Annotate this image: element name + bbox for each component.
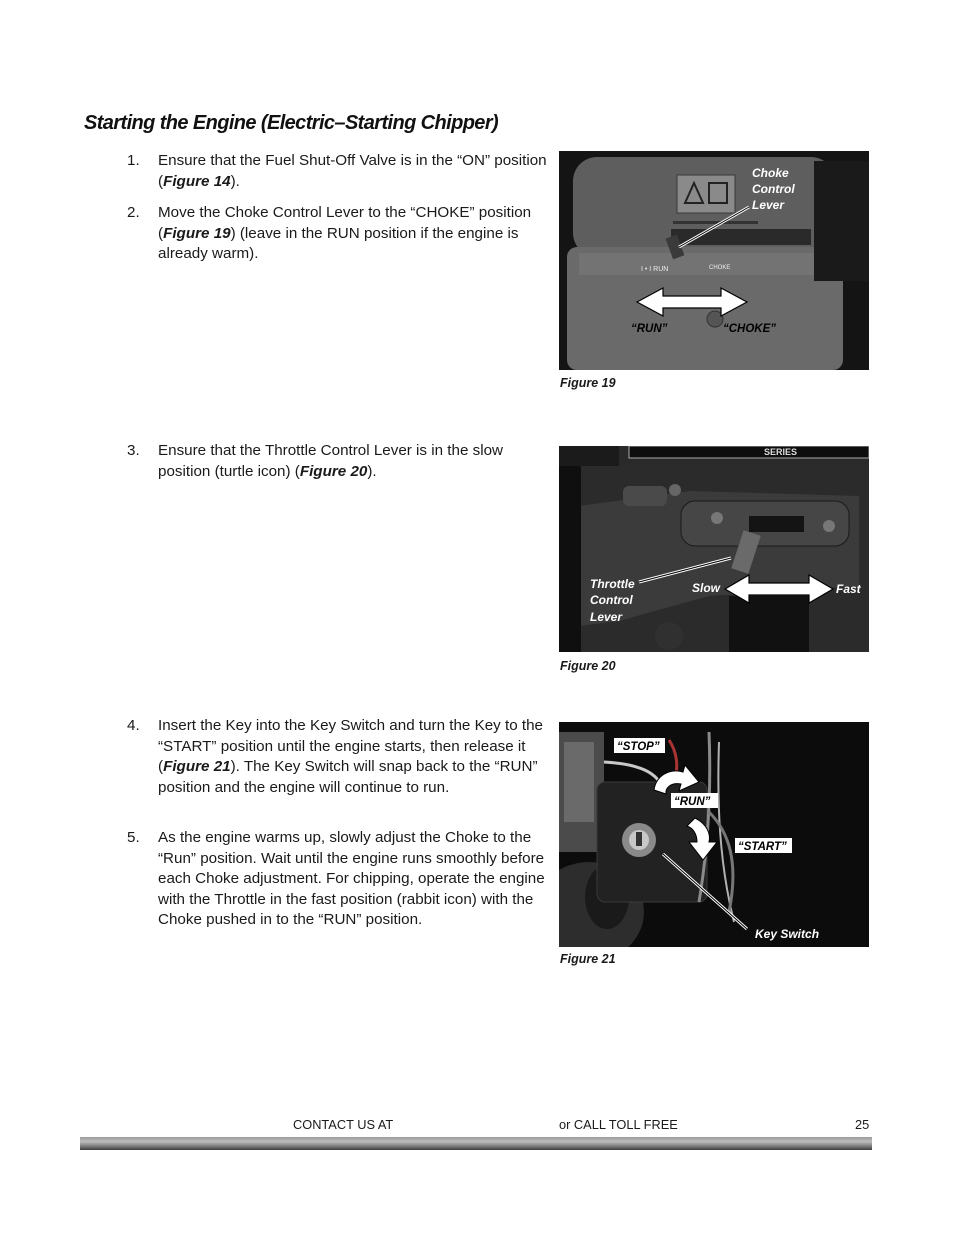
throttle-lever-label: Throttle	[590, 577, 635, 591]
choke-lever-label: Control	[752, 182, 795, 196]
footer-contact: CONTACT US AT	[293, 1117, 394, 1132]
engine-brand-label: SERIES	[764, 447, 798, 457]
step-number: 4.	[127, 717, 140, 734]
page-title: Starting the Engine (Electric–Starting Chipper)	[84, 112, 499, 134]
key-switch-label: Key Switch	[755, 927, 820, 941]
footer-rule	[80, 1137, 872, 1150]
step-number: 5.	[127, 829, 140, 846]
step-text: As the engine warms up, slowly adjust the Choke to the “Run” position. Wait until the engine runs smoothly before each Choke adjustment. For chipping, operate the engine with the Throttle in the fast position (rabbit icon) with the Choke pushed in to the “RUN” position.	[158, 829, 545, 928]
step-5	[127, 828, 547, 931]
page-number: 25	[855, 1117, 870, 1132]
figure-20-photo	[559, 446, 869, 652]
step-text: Ensure that the Fuel Shut-Off Valve is in the “ON” position (Figure 14).	[158, 152, 547, 190]
step-number: 1.	[127, 152, 140, 169]
choke-lever-label: Lever	[752, 198, 785, 212]
step-text: Insert the Key into the Key Switch and turn the Key to the “START” position until the engine starts, then release it (Figure 21). The Key Switch will snap back to the “RUN” position and the engine will continue to run.	[158, 717, 543, 796]
figure-reference: Figure 20	[299, 462, 368, 480]
choke-lever-label: Choke	[752, 166, 789, 180]
figure-21-photo	[559, 722, 869, 947]
figure-19-photo	[559, 151, 869, 370]
run-label: “RUN”	[674, 796, 711, 808]
run-position-label: “RUN”	[631, 323, 668, 335]
figure-reference: Figure 14	[163, 172, 231, 190]
stop-label: “STOP”	[617, 741, 660, 753]
figure-caption: Figure 21	[560, 952, 616, 966]
slow-label: Slow	[692, 581, 721, 595]
fast-label: Fast	[836, 582, 861, 596]
throttle-lever-label: Control	[590, 593, 633, 607]
step-4	[127, 716, 547, 798]
step-number: 3.	[127, 442, 140, 459]
choke-position-label: “CHOKE”	[723, 323, 777, 335]
figure-reference: Figure 19	[163, 224, 231, 242]
figure-caption: Figure 20	[560, 659, 616, 673]
step-number: 2.	[127, 204, 140, 221]
footer-call: or CALL TOLL FREE	[559, 1117, 678, 1132]
step-text: Ensure that the Throttle Control Lever is in the slow position (turtle icon) (Figure 20).	[158, 442, 503, 480]
throttle-lever-label: Lever	[590, 610, 623, 624]
step-3	[127, 441, 547, 482]
step-text: Move the Choke Control Lever to the “CHOKE” position (Figure 19) (leave in the RUN position if the engine is already warm).	[158, 204, 532, 262]
figure-reference: Figure 21	[163, 758, 231, 775]
step-1	[127, 151, 547, 192]
decal-choke-label: CHOKE	[709, 265, 731, 271]
start-label: “START”	[738, 841, 787, 853]
step-2	[127, 203, 547, 265]
decal-run-label: I • I RUN	[641, 266, 669, 273]
figure-caption: Figure 19	[560, 376, 616, 390]
